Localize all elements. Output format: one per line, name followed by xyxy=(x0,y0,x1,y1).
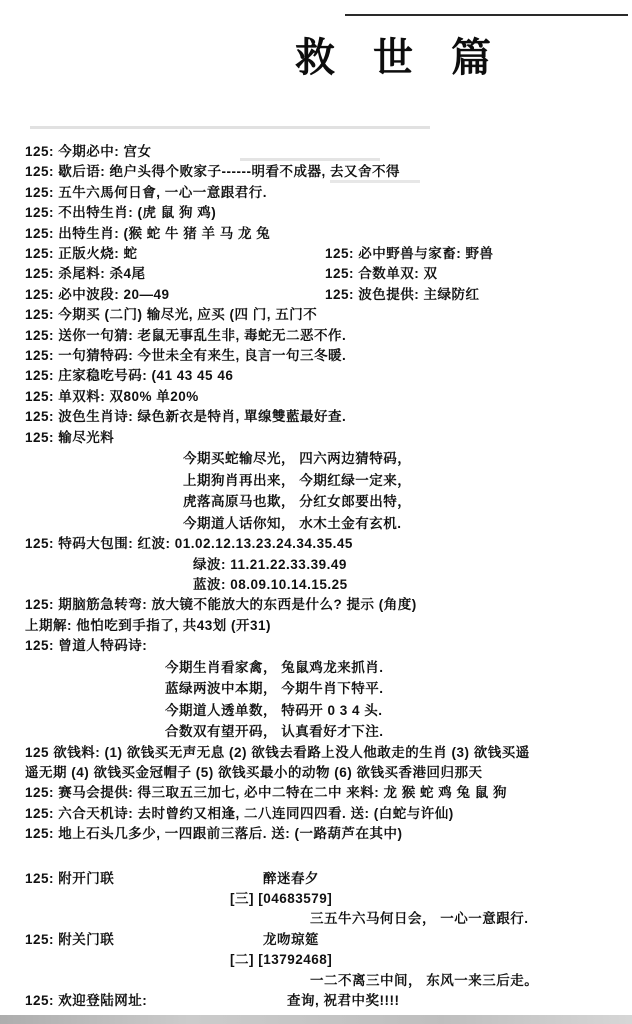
tip-shujinguang-header: 125: 输尽光料 xyxy=(25,429,115,445)
open-couplet-label: 125: 附开门联 xyxy=(25,870,115,886)
money-clues-line: 遥无期 (4) 欲钱买金冠帽子 (5) 欲钱买最小的动物 (6) 欲钱买香港回归那天 xyxy=(25,764,483,780)
tip-number-range: 125: 必中波段: 20—49 xyxy=(25,286,170,302)
title-rule xyxy=(345,14,628,16)
close-couplet-label: 125: 附关门联 xyxy=(25,931,115,947)
poem-line: 今期道人透单数， 特码开 0 3 4 头. xyxy=(165,702,383,718)
tip-color-provide: 125: 波色提供: 主绿防红 xyxy=(325,286,480,302)
footer-row xyxy=(25,991,620,1011)
tip-pair-row xyxy=(25,244,620,264)
open-couplet-text: 醉迷春夕 xyxy=(263,870,319,886)
poem-line: 蓝绿两波中本期， 今期牛肖下特平. xyxy=(165,681,384,697)
page-title: 救 世 篇 xyxy=(295,35,505,80)
tip-oddeven-ratio: 125: 单双料: 双80% 单20% xyxy=(25,388,199,404)
open-couplet-numbers: [三] [04683579] xyxy=(230,890,333,906)
shujinguang-poem xyxy=(25,448,620,534)
poem-line: 合数双有望开码， 认真看好才下注. xyxy=(165,724,384,740)
good-luck-text: 查询, 祝君中奖!!!! xyxy=(287,993,400,1008)
riddle-line: 125: 期脑筋急转弯: 放大镜不能放大的东西是什么? 提示 (角度) xyxy=(25,597,417,613)
close-couplet-text: 龙吻琼筵 xyxy=(263,931,319,947)
tip-line-excluded-zodiacs: 125: 不出特生肖: (虎 鼠 狗 鸡) xyxy=(25,205,217,221)
tip-pair-row xyxy=(25,264,620,284)
close-couplet-row xyxy=(25,930,620,950)
tip-line-xiehouyu: 125: 歇后语: 绝户头得个败家子------明看不成器, 去又舍不得 xyxy=(25,164,400,180)
tip-fire-snake: 125: 正版火烧: 蛇 xyxy=(25,246,138,262)
close-couplet-numbers: [二] [13792468] xyxy=(230,952,333,968)
website-label: 125: 欢迎登陆网址: xyxy=(25,993,148,1008)
scan-artifact xyxy=(30,126,430,129)
tip-kill-tail: 125: 杀尾料: 杀4尾 xyxy=(25,266,146,282)
door-couplets xyxy=(25,869,620,991)
poem-line: 今期买蛇输尽光， 四六两边猜特码， xyxy=(183,451,412,467)
tip-wild-domestic: 125: 必中野兽与家畜: 野兽 xyxy=(325,246,494,262)
tip-sheet-body xyxy=(25,142,620,1011)
open-couplet-row xyxy=(25,869,620,889)
tianji-verse-line: 125: 六合天机诗: 去时曾约又相逢, 二八连同四四看. 送: (白蛇与许仙) xyxy=(25,805,454,821)
poem-line: 今期道人话你知， 水木土金有玄机. xyxy=(183,515,402,531)
open-couplet-verse: 三五牛六马何日会， 一心一意跟行. xyxy=(310,911,529,927)
tip-line-included-zodiacs: 125: 出特生肖: (猴 蛇 牛 猪 羊 马 龙 兔 xyxy=(25,225,271,241)
tip-line-verse: 125: 五牛六馬何日會, 一心一意跟君行. xyxy=(25,184,268,200)
wave-green-line: 绿波: 11.21.22.33.39.49 xyxy=(193,556,347,572)
jockey-club-line: 125: 赛马会提供: 得三取五三加七, 必中二特在二中 来料: 龙 猴 蛇 鸡 兔 鼠 狗 xyxy=(25,785,508,801)
zengdaoren-poem xyxy=(25,657,620,743)
tip-line-bichong: 125: 今期必中: 宫女 xyxy=(25,144,152,159)
wave-red-line: 125: 特码大包围: 红波: 01.02.12.13.23.24.34.35.45 xyxy=(25,536,353,552)
tip-sum-oddeven: 125: 合数单双: 双 xyxy=(325,266,438,282)
money-clues-line: 125 欲钱料: (1) 欲钱买无声无息 (2) 欲钱去看路上没人他敢走的生肖 (3) 欲钱买遥 xyxy=(25,744,530,760)
stone-verse-line: 125: 地上石头几多少, 一四跟前三落后. 送: (一路葫芦在其中) xyxy=(25,826,403,842)
close-couplet-verse: 一二不离三中间， 东风一来三后走。 xyxy=(310,972,539,988)
scan-bottom-edge xyxy=(0,1015,632,1024)
zengdaoren-poem-title: 125: 曾道人特码诗: xyxy=(25,638,148,654)
tip-sentence: 125: 送你一句猜: 老鼠无事乱生非, 毒蛇无二恶不作. xyxy=(25,327,347,343)
poem-line: 今期生肖看家禽， 兔鼠鸡龙来抓肖. xyxy=(165,659,384,675)
tip-color-zodiac-verse: 125: 波色生肖诗: 绿色新衣是特肖, 單缐雙藍最好查. xyxy=(25,409,347,425)
wave-blue-line: 蓝波: 08.09.10.14.15.25 xyxy=(193,576,348,592)
poem-line: 虎落高原马也欺， 分红女郎要出特， xyxy=(183,494,412,510)
riddle-answer-line: 上期解: 他怕吃到手指了, 共43划 (开31) xyxy=(25,617,272,633)
tip-banker-numbers: 125: 庄家稳吃号码: (41 43 45 46 xyxy=(25,368,234,384)
poem-line: 上期狗肖再出来， 今期红绿一定来， xyxy=(183,472,412,488)
tip-guess-special: 125: 一句猜特码: 今世未全有来生, 良言一句三冬暖. xyxy=(25,348,347,364)
tip-buy-doors: 125: 今期买 (二门) 输尽光, 应买 (四 门, 五门不 xyxy=(25,307,318,323)
tip-pair-row xyxy=(25,285,620,305)
